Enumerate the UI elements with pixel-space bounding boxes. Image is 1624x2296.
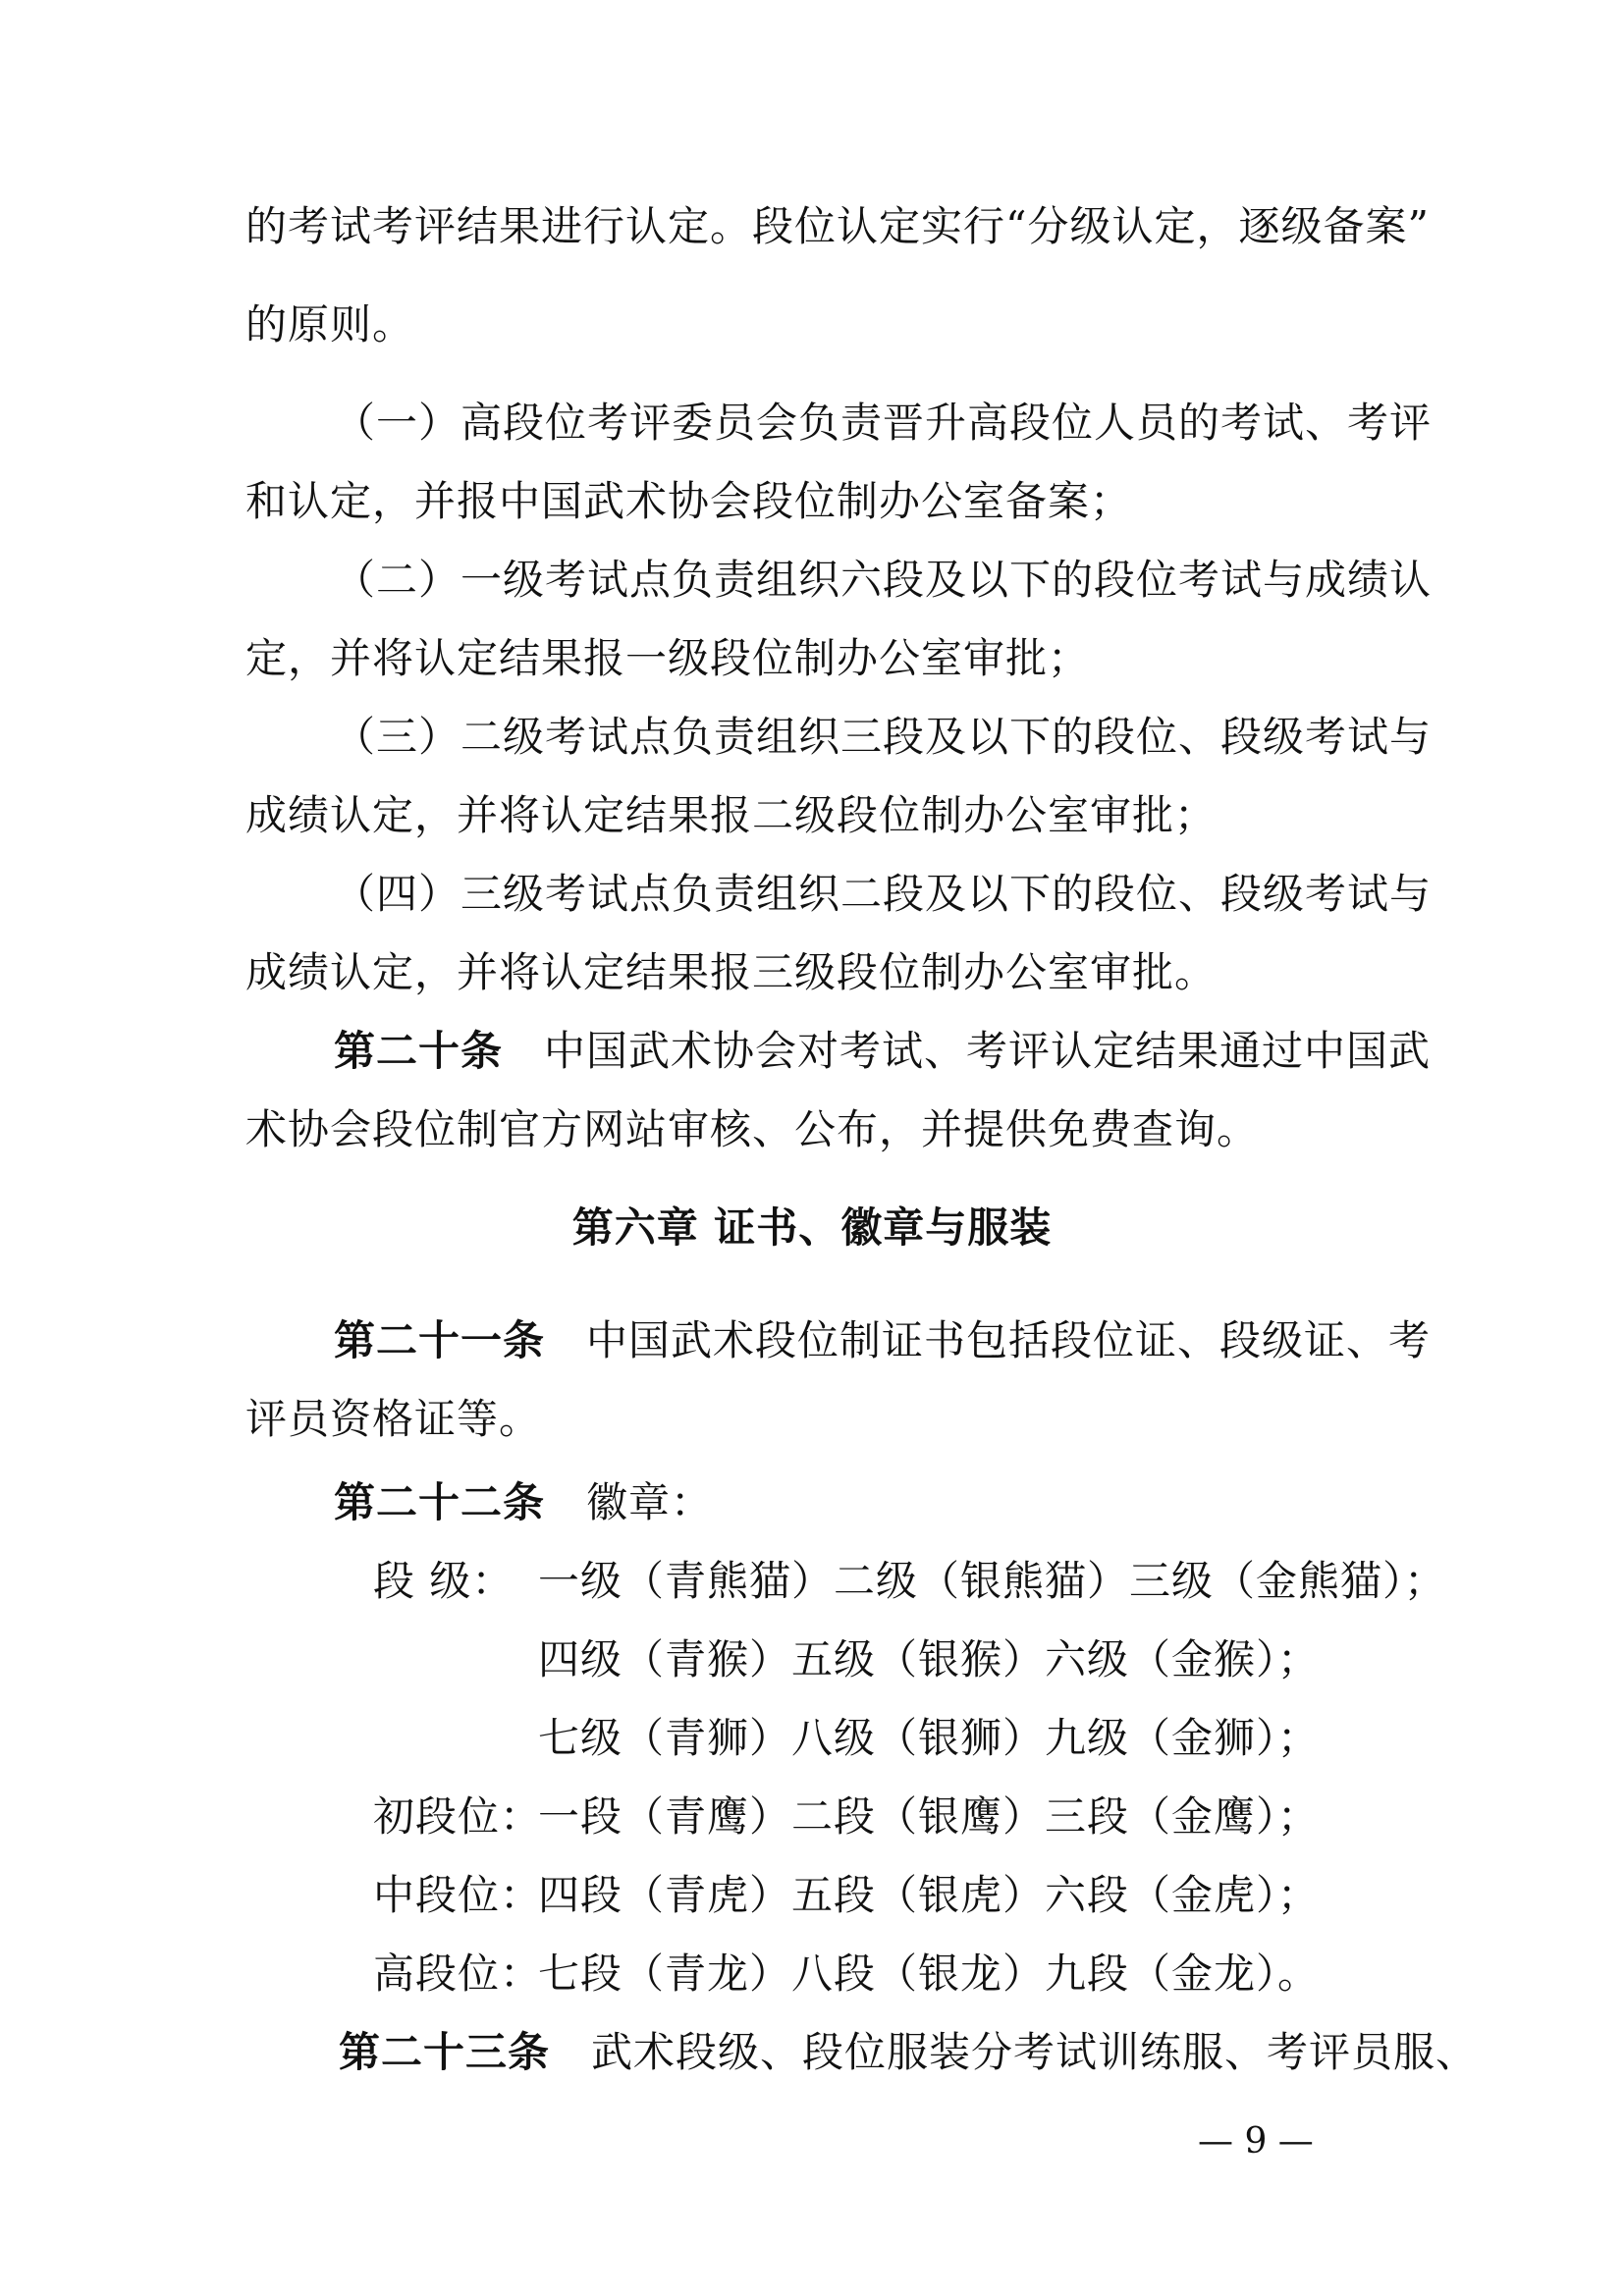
- clause-three-continuation: 成绩认定，并将认定结果报二级段位制办公室审批；: [245, 791, 1218, 839]
- paragraph-line: 的考试考评结果进行认定。段位认定实行“分级认定，逐级备案”: [245, 202, 1430, 250]
- article-21: [334, 1315, 1431, 1366]
- clause-two-line: （二）一级考试点负责组织六段及以下的段位考试与成绩认: [334, 556, 1433, 604]
- article-23: [339, 2027, 1478, 2078]
- article-22: [334, 1477, 713, 1528]
- clause-three-line: （三）二级考试点负责组织三段及以下的段位、段级考试与: [334, 713, 1433, 761]
- article-20-text: 中国武术协会对考试、考评认定结果通过中国武: [544, 1027, 1432, 1075]
- article-21-continuation: 评员资格证等。: [245, 1395, 542, 1443]
- badge-row-levels-4-6: 四级（青猴）五级（银猴）六级（金猴）；: [538, 1635, 1321, 1683]
- badge-label-duanji: 段 级：: [373, 1557, 514, 1605]
- article-20: [334, 1026, 1431, 1077]
- clause-four-continuation: 成绩认定，并将认定结果报三级段位制办公室审批。: [245, 948, 1218, 996]
- clause-one-continuation: 和认定，并报中国武术协会段位制办公室备案；: [245, 477, 1133, 525]
- badge-row-duan-4-6: 四段（青虎）五段（银虎）六段（金虎）；: [538, 1871, 1321, 1919]
- article-21-text: 中国武术段位制证书包括段位证、段级证、考: [586, 1316, 1432, 1364]
- article-23-heading: 第二十三条: [339, 2028, 551, 2076]
- page-number: — 9 —: [1198, 2121, 1314, 2162]
- article-21-heading: 第二十一条: [334, 1316, 546, 1364]
- clause-two-continuation: 定，并将认定结果报一级段位制办公室审批；: [245, 634, 1091, 682]
- article-20-continuation: 术协会段位制官方网站审核、公布，并提供免费查询。: [245, 1105, 1260, 1153]
- article-23-text: 武术段级、段位服装分考试训练服、考评员服、: [591, 2028, 1479, 2076]
- badge-row-duan-7-9: 七段（青龙）八段（银龙）九段（金龙）。: [538, 1949, 1321, 1998]
- paragraph-line: 的原则。: [245, 300, 415, 348]
- badge-label-chu-duanwei: 初段位：: [373, 1792, 543, 1841]
- badge-label-zhong-duanwei: 中段位：: [373, 1871, 543, 1919]
- badge-row-levels-7-9: 七级（青狮）八级（银狮）九级（金狮）；: [538, 1714, 1321, 1762]
- clause-four-line: （四）三级考试点负责组织二段及以下的段位、段级考试与: [334, 870, 1433, 918]
- clause-one-line: （一）高段位考评委员会负责晋升高段位人员的考试、考评: [334, 399, 1433, 447]
- badge-label-gao-duanwei: 高段位：: [373, 1949, 543, 1998]
- badge-row-levels-1-3: 一级（青熊猫）二级（银熊猫）三级（金熊猫）；: [538, 1557, 1447, 1605]
- badge-row-duan-1-3: 一段（青鹰）二段（银鹰）三段（金鹰）；: [538, 1792, 1321, 1841]
- chapter-6-title: 第六章 证书、徽章与服装: [571, 1203, 1053, 1252]
- article-20-heading: 第二十条: [334, 1027, 504, 1075]
- article-22-text: 徽章：: [586, 1478, 714, 1526]
- article-22-heading: 第二十二条: [334, 1478, 546, 1526]
